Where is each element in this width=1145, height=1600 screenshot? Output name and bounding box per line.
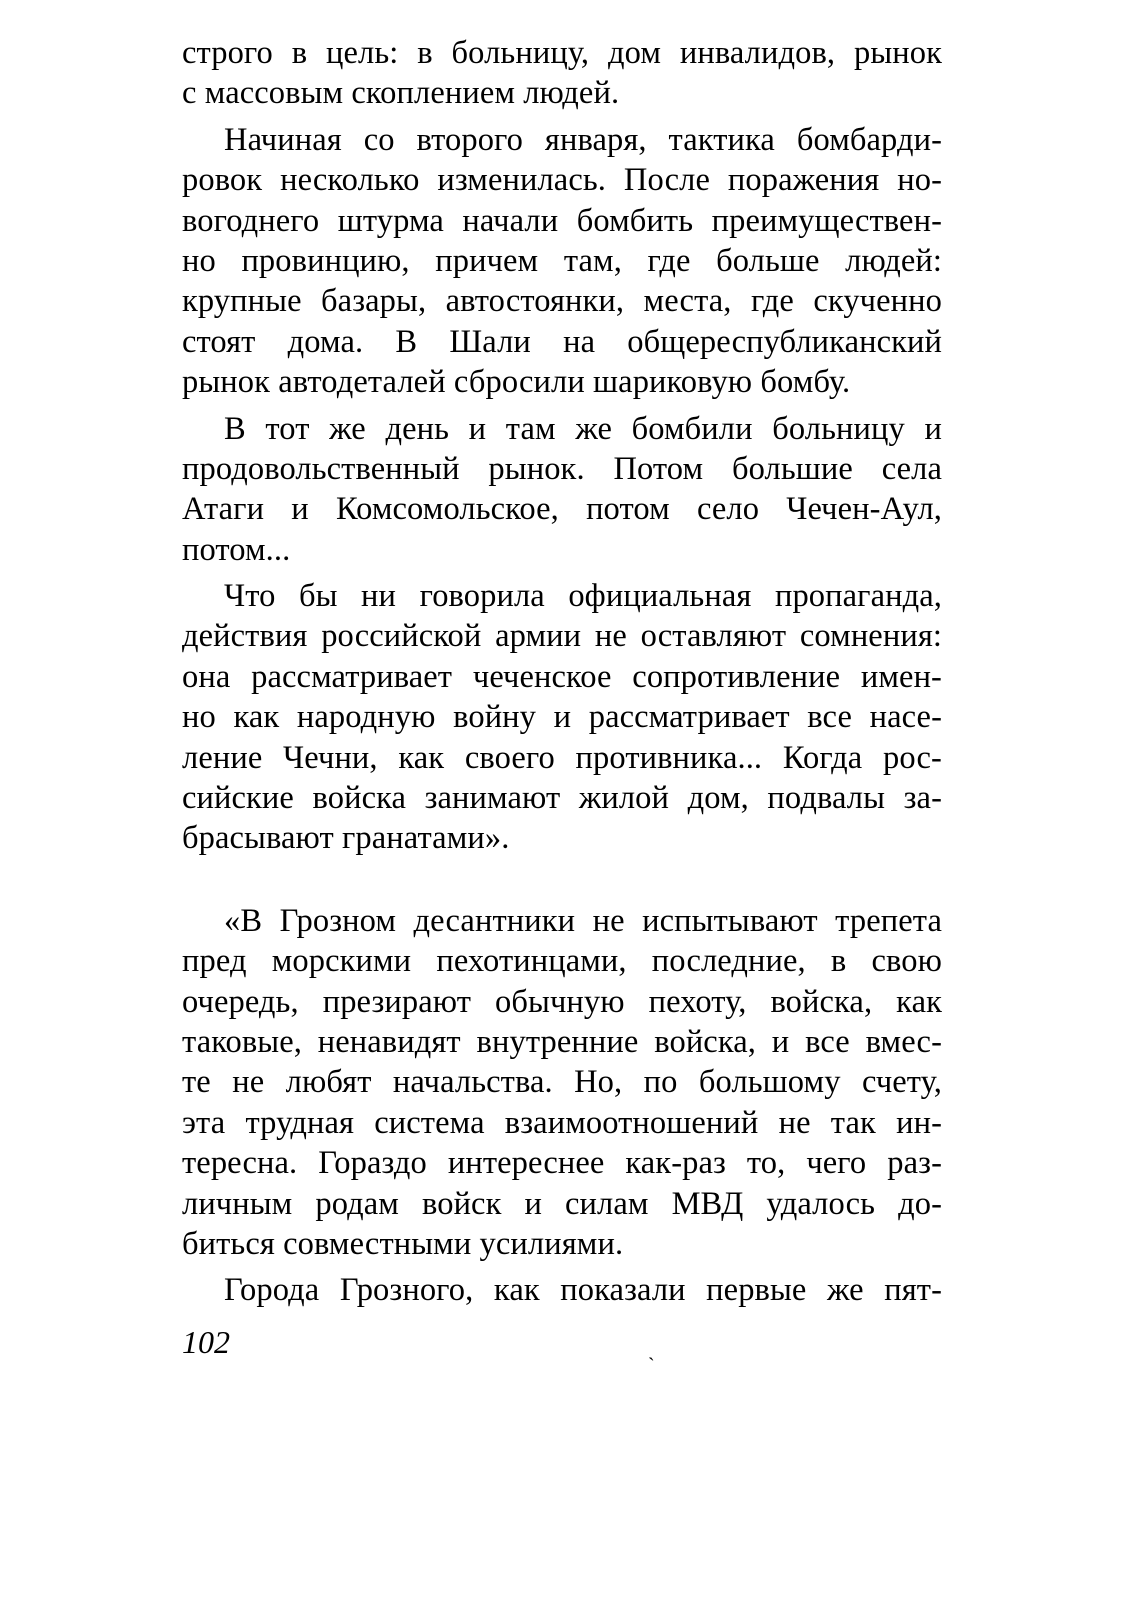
text-line: ление Чечни, как своего противника... Когда рос-: [182, 739, 942, 776]
text-line: ровок несколько изменилась. После поражения но-: [182, 162, 942, 199]
text-line: биться совместными усилиями.: [182, 1225, 624, 1262]
text-line: эта трудная система взаимоотношений не так ин-: [182, 1104, 942, 1141]
print-speck: ˏ: [648, 1339, 655, 1361]
body-text: [182, 33, 942, 1311]
text-line: брасывают гранатами».: [182, 820, 510, 857]
text-line: таковые, ненавидят внутренние войска, и все вмес-: [182, 1023, 942, 1060]
text-line: В тот же день и там же бомбили больницу и: [224, 410, 942, 447]
paragraph-5: [182, 901, 942, 1265]
text-line: с массовым скоплением людей.: [182, 75, 620, 112]
text-line: пред морскими пехотинцами, последние, в свою: [182, 943, 942, 980]
text-line: но как народную войну и рассматривает все насе-: [182, 699, 942, 736]
text-line: но провинцию, причем там, где больше людей:: [182, 242, 942, 279]
text-line: Что бы ни говорила официальная пропаганда,: [224, 578, 942, 615]
text-line: потом...: [182, 531, 291, 568]
page-number: 102: [182, 1324, 230, 1360]
paragraph-2: [182, 120, 942, 403]
text-line: Атаги и Комсомольское, потом село Чечен-Аул,: [182, 491, 942, 528]
text-line: вогоднего штурма начали бомбить преимуществен-: [182, 202, 942, 239]
text-line: она рассматривает чеченское сопротивление имен-: [182, 658, 942, 695]
paragraph-6: [182, 1270, 942, 1310]
text-line: крупные базары, автостоянки, места, где скученно: [182, 283, 942, 320]
text-line: строго в цель: в больницу, дом инвалидов, рынок: [182, 35, 942, 71]
text-line: продовольственный рынок. Потом большие села: [182, 450, 942, 487]
paragraph-3: [182, 409, 942, 571]
paragraph-4: [182, 576, 942, 859]
text-line: рынок автодеталей сбросили шариковую бомбу.: [182, 364, 851, 401]
text-line: действия российской армии не оставляют сомнения:: [182, 618, 942, 655]
text-line: Начиная со второго января, тактика бомбарди-: [224, 121, 942, 158]
text-line: стоят дома. В Шали на общереспубликанский: [182, 323, 942, 360]
text-line: тересна. Гораздо интереснее как-раз то, чего раз-: [182, 1145, 942, 1182]
text-line: Города Грозного, как показали первые же пят-: [224, 1272, 942, 1309]
text-line: очередь, презирают обычную пехоту, войска, как: [182, 983, 942, 1020]
paragraph-1: [182, 33, 942, 114]
text-line: те не любят начальства. Но, по большому счету,: [182, 1064, 942, 1101]
text-line: сийские войска занимают жилой дом, подвалы за-: [182, 780, 942, 817]
text-line: «В Грозном десантники не испытывают трепета: [224, 902, 942, 939]
text-line: личным родам войск и силам МВД удалось до-: [182, 1185, 942, 1222]
